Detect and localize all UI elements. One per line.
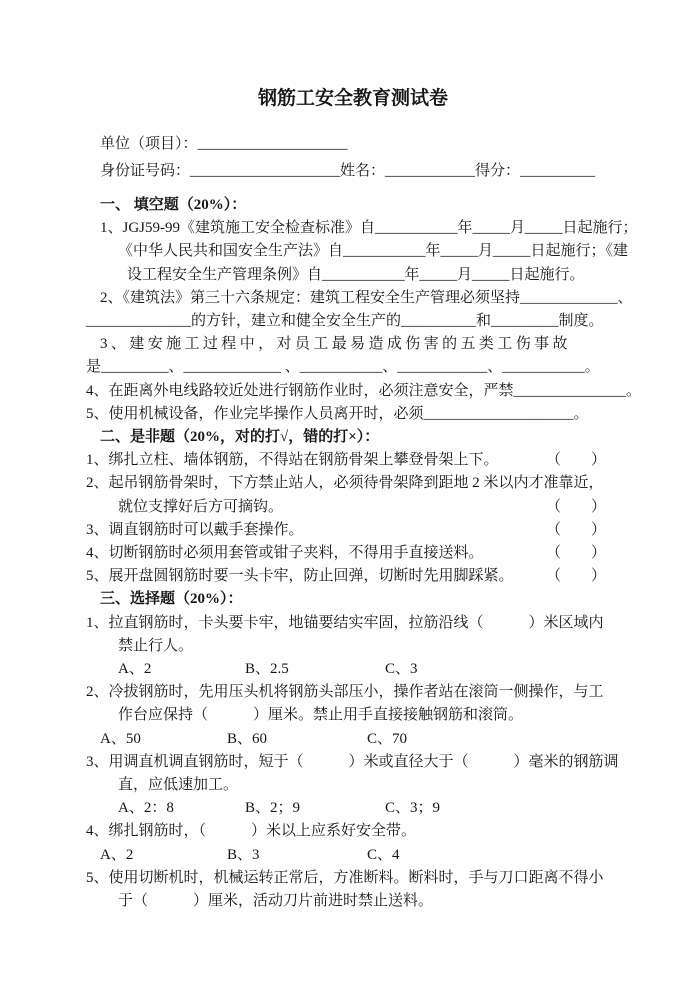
mc-question-1-line1: 1、拉直钢筋时，卡头要卡牢，地锚要结实牢固，拉筋沿线（ ）米区域内 bbox=[86, 614, 604, 631]
tf-question-5 bbox=[86, 565, 606, 588]
mc-question-4-option-a: A、2 bbox=[100, 846, 134, 863]
mc-question-4-option-c: C、4 bbox=[367, 846, 400, 863]
page-title: 钢筋工安全教育测试卷 bbox=[257, 88, 448, 109]
tf-question-2-answer-bracket: （ ） bbox=[545, 498, 606, 515]
mc-question-2-option-a: A、50 bbox=[100, 730, 141, 747]
mc-question-1-option-a: A、2 bbox=[118, 661, 152, 678]
mc-question-4-line1: 4、绑扎钢筋时，（ ）米以上应系好安全带。 bbox=[86, 823, 417, 840]
mc-question-1-line2: 禁止行人。 bbox=[118, 637, 194, 654]
tf-question-1-answer-bracket: （ ） bbox=[545, 452, 606, 469]
mc-question-3-option-a: A、2：8 bbox=[118, 800, 174, 817]
mc-question-1-option-b: B、2.5 bbox=[245, 661, 289, 678]
tf-question-3-answer-bracket: （ ） bbox=[545, 521, 606, 538]
mc-question-4-options bbox=[100, 844, 606, 867]
document-content bbox=[86, 83, 642, 913]
document-body bbox=[86, 194, 642, 913]
mc-question-2-option-c: C、70 bbox=[367, 730, 408, 747]
section-fill-heading: 一、 填空题（20%）： bbox=[100, 197, 247, 213]
tf-question-3 bbox=[86, 519, 606, 542]
name-field: 姓名：____________ bbox=[340, 163, 476, 179]
section-multiple-choice bbox=[86, 588, 619, 913]
section-mc-heading: 三、选择题（20%）： bbox=[100, 591, 243, 608]
tf-question-4 bbox=[86, 542, 606, 565]
mc-question-2-line1: 2、冷拔钢筋时，先用压头机将钢筋头部压小，操作者站在滚筒一侧操作，与工 bbox=[86, 684, 604, 701]
fill-q1-line1: 1、JGJ59-99《建筑施工安全检查标准》自___________年_____月_____日起施行； bbox=[100, 220, 638, 237]
header-fields bbox=[100, 131, 606, 185]
tf-question-4-text: 4、切断钢筋时必须用套管或钳子夹料，不得用手直接送料。 bbox=[86, 545, 484, 562]
tf-question-5-answer-bracket: （ ） bbox=[545, 568, 606, 585]
mc-question-2-option-b: B、60 bbox=[227, 730, 268, 747]
unit-field: 单位（项目）：____________________ bbox=[100, 136, 348, 152]
section-tf-heading: 二、是非题（20%，对的打√，错的打×）： bbox=[100, 429, 380, 446]
mc-question-2-options bbox=[100, 728, 606, 751]
fill-q3-line2: 是_________、_____________ 、___________、____________、___________。 bbox=[86, 359, 600, 376]
tf-question-1-text: 1、绑扎立柱、墙体钢筋，不得站在钢筋骨架上攀登骨架上下。 bbox=[86, 452, 499, 469]
mc-question-2-line2: 作台应保持（ ）厘米。禁止用手直接接触钢筋和滚筒。 bbox=[118, 707, 524, 724]
fill-q1-line3: 设工程安全生产管理条例》自___________年_____月_____日起施行。 bbox=[127, 266, 585, 283]
mc-question-5-line2: 于（ ）厘米，活动刀片前进时禁止送料。 bbox=[118, 893, 434, 910]
fill-q3-line1: 3、建安施工过程中，对员工最易造成伤害的五类工伤事故 bbox=[100, 336, 571, 353]
fill-q4: 4、在距离外电线路较近处进行钢筋作业时，必须注意安全，严禁_______________。 bbox=[86, 382, 642, 399]
tf-question-1 bbox=[86, 449, 606, 472]
mc-question-1-option-c: C、3 bbox=[385, 661, 418, 678]
mc-question-3-line1: 3、用调直机调直钢筋时，短于（ ）米或直径大于（ ）毫米的钢筋调 bbox=[86, 753, 619, 770]
mc-question-5-line1: 5、使用切断机时，机械运转正常后，方准断料。断料时，手与刀口距离不得小 bbox=[86, 869, 604, 886]
section-true-false bbox=[86, 426, 606, 588]
mc-question-3-line2: 直，应低速加工。 bbox=[118, 777, 239, 794]
tf-question-5-text: 5、展开盘圆钢筋时要一头卡牢，防止回弹，切断时先用脚踩紧。 bbox=[86, 568, 514, 585]
id-field: 身份证号码：____________________ bbox=[100, 163, 341, 179]
fill-q1-line2: 《中华人民共和国安全生产法》自___________年_____月_____日起施行；《建 bbox=[118, 243, 629, 260]
section-fill-blank bbox=[86, 194, 642, 426]
mc-question-1-options bbox=[100, 658, 606, 681]
score-field: 得分：__________ bbox=[475, 163, 596, 179]
mc-question-3-option-c: C、3；9 bbox=[385, 800, 441, 817]
tf-question-2-text: 就位支撑好后方可摘钩。 bbox=[118, 498, 284, 515]
fill-q2-line2: ______________的方针，建立和健全安全生产的__________和_________制度。 bbox=[86, 313, 604, 330]
fill-q5: 5、使用机械设备，作业完毕操作人员离开时，必须____________________。 bbox=[86, 405, 589, 422]
id-name-score-row bbox=[100, 158, 606, 185]
mc-question-4-option-b: B、3 bbox=[227, 846, 260, 863]
tf-question-2-line1: 2、起吊钢筋骨架时，下方禁止站人，必须待骨架降到距地 2 米以内才准靠近， bbox=[86, 475, 604, 492]
tf-question-2-line2 bbox=[100, 496, 606, 519]
tf-question-3-text: 3、调直钢筋时可以戴手套操作。 bbox=[86, 521, 304, 538]
tf-question-4-answer-bracket: （ ） bbox=[545, 545, 606, 562]
fill-q2-line1: 2、《建筑法》第三十六条规定：建筑工程安全生产管理必须坚持_____________、 bbox=[100, 289, 633, 306]
mc-question-3-option-b: B、2；9 bbox=[245, 800, 301, 817]
mc-question-3-options bbox=[100, 797, 606, 820]
